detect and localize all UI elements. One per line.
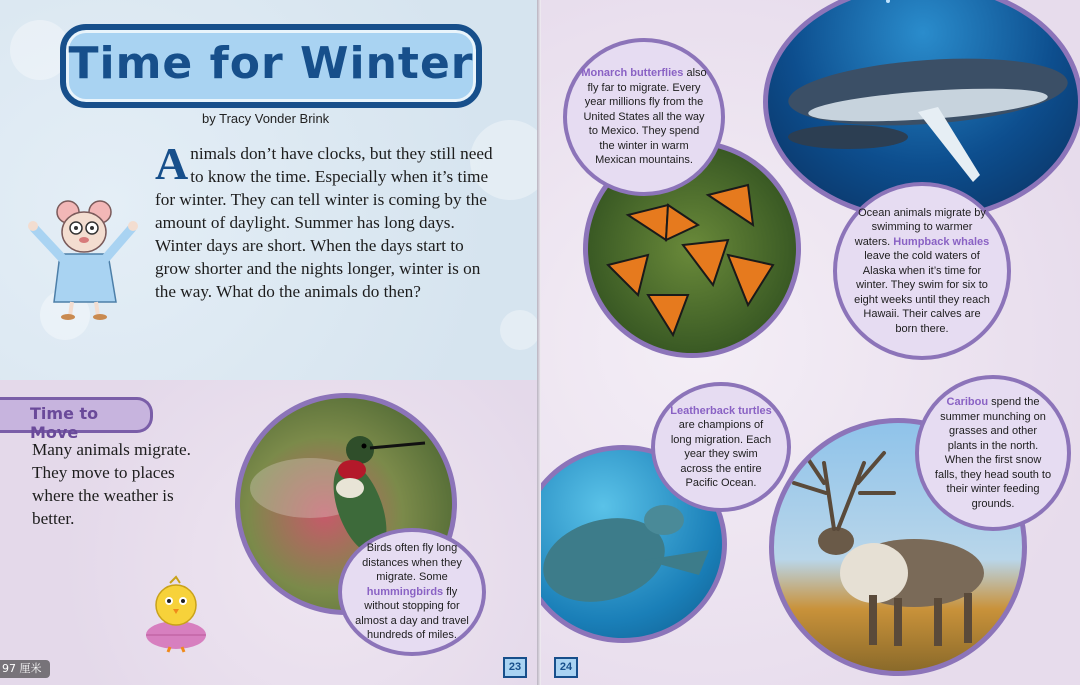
intro-text: nimals don’t have clocks, but they still need to know the time. Especially when it’s time for winter. They can tell winter is coming by the amount of daylight. Summer has long days. Winter days are short. When the days start to grow shorter and the nights longer, winter is on the way. What do the animals do then? — [155, 144, 493, 301]
whale-caption-bubble — [833, 182, 1011, 360]
caption-highlight: hummingbirds — [366, 585, 444, 598]
bokeh-decoration — [500, 310, 538, 350]
caption-text: fly without stopping for almost a day and travel hundreds of miles. — [355, 585, 469, 642]
section-paragraph: Many animals migrate. They move to places where the weather is better. — [32, 440, 191, 528]
caption-highlight: Leatherback turtles — [670, 404, 772, 417]
page-number-left: 23 — [503, 657, 527, 678]
byline: by Tracy Vonder Brink — [202, 111, 330, 126]
page-title: Time for Winter — [68, 38, 474, 89]
page-number-right: 24 — [554, 657, 578, 678]
caption-text: also fly far to migrate. Every year millions fly from the United States all the way to Mexico. They spend the winter in warm Mexican mountains. — [583, 67, 707, 167]
intro-paragraph — [155, 138, 500, 303]
left-page — [0, 0, 538, 685]
title-banner — [60, 24, 482, 108]
right-page — [541, 0, 1080, 685]
measurement-overlay: 97 厘米 — [0, 660, 50, 678]
drop-cap: A — [155, 138, 189, 189]
monarch-caption-bubble — [563, 38, 725, 196]
caption-highlight: Caribou — [946, 396, 989, 408]
caribou-caption-bubble — [915, 375, 1071, 531]
caption-text: Birds often fly long distances when they migrate. Some — [362, 542, 462, 584]
turtle-caption-bubble — [651, 382, 791, 512]
hummingbird-caption-bubble — [338, 528, 486, 656]
mouse-mascot-illustration — [28, 198, 138, 322]
caption-highlight: Monarch butterflies — [581, 67, 684, 80]
caption-text: leave the cold waters of Alaska when it’s time for winter. They swim for six to eight weeks until they reach Hawaii. Their calves are born there. — [854, 250, 990, 335]
section-heading-tab — [0, 397, 153, 442]
chick-mascot-illustration — [140, 575, 212, 653]
caption-highlight: Humpback whales — [893, 235, 990, 248]
caption-text: spend the summer munching on grasses and other plants in the north. When the first snow falls, they head south to their winter feeding grounds. — [934, 396, 1052, 510]
caption-text: Ocean animals migrate by swimming to warmer waters. — [854, 206, 986, 248]
caption-text: are champions of long migration. Each year they swim across the entire Pacific Ocean. — [670, 419, 772, 489]
section-heading: Time to Move — [30, 404, 99, 442]
